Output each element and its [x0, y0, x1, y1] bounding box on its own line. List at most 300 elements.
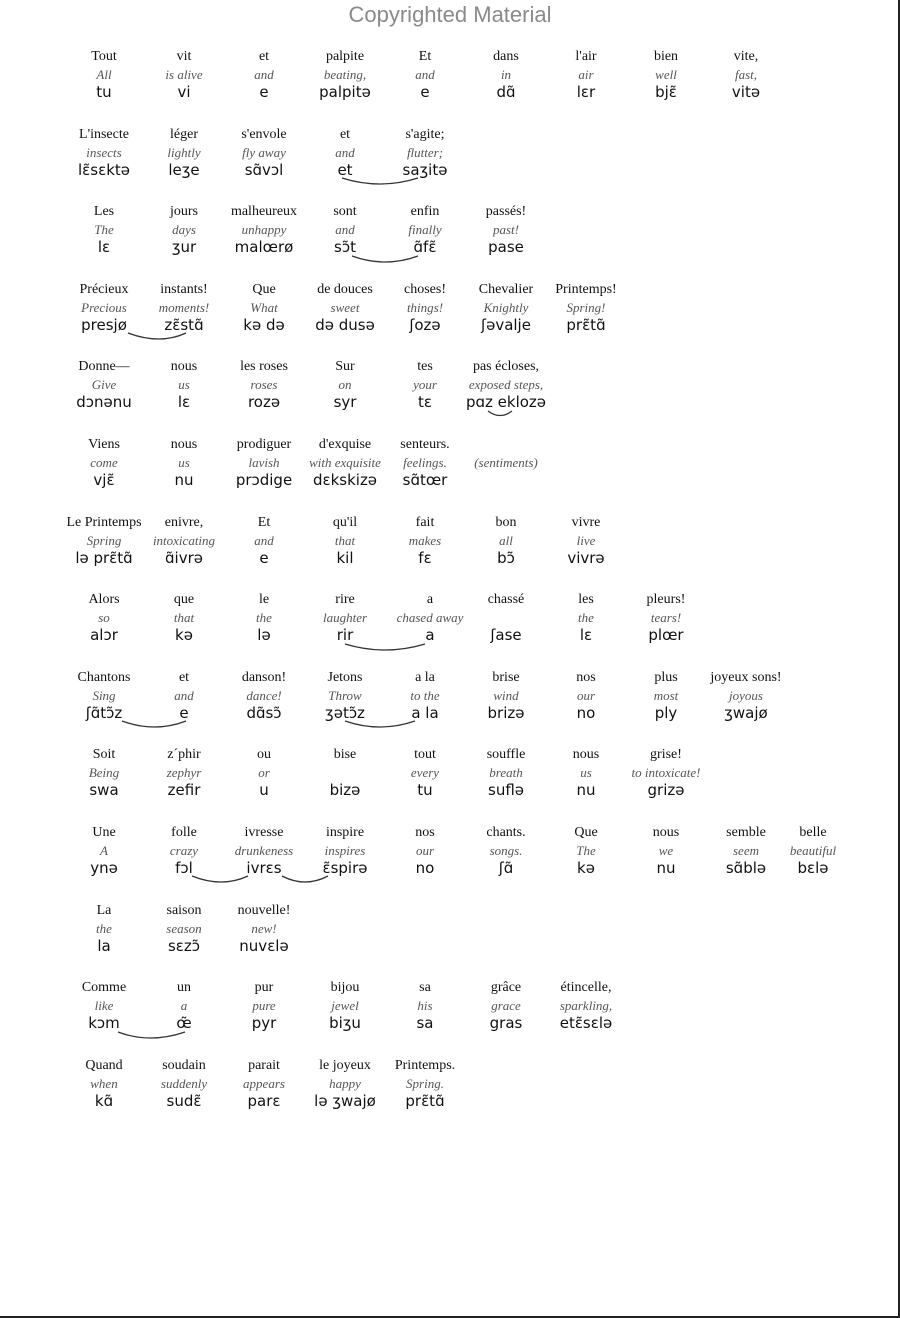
english-gloss: a [180, 998, 188, 1014]
ipa-transcription: lɛ [97, 238, 111, 257]
ipa-transcription: lə [257, 626, 271, 645]
english-gloss: breath [489, 765, 523, 781]
ipa-transcription: œ̃ [176, 1014, 192, 1033]
english-gloss: moments! [158, 299, 210, 315]
english-gloss: new! [251, 920, 277, 936]
french-word: malheureux [230, 204, 298, 220]
french-word: rire [335, 592, 355, 608]
french-word: Les [93, 204, 115, 220]
english-gloss: joyous [729, 687, 763, 703]
french-word: inspire [325, 825, 365, 840]
ipa-transcription: kɑ̃ [94, 1091, 114, 1110]
word-column [451, 203, 561, 257]
ipa-transcription: ynə [90, 859, 118, 877]
english-gloss: Precious [81, 299, 127, 315]
english-gloss: songs. [489, 843, 523, 858]
english-gloss: we [658, 843, 674, 858]
ipa-transcription: zefir [167, 781, 201, 800]
ipa-transcription: leʒe [168, 160, 200, 179]
french-word: Viens [88, 437, 120, 452]
english-gloss: sweet [330, 299, 360, 315]
ipa-transcription: ʃase [490, 626, 522, 645]
ipa-transcription: lɛr [576, 83, 596, 101]
ipa-transcription: presjø [81, 315, 127, 334]
ipa-transcription: u [259, 781, 269, 800]
french-word: étincelle, [560, 980, 612, 996]
english-gloss: finally [408, 222, 442, 238]
ipa-transcription: ʃɑ̃tɔ̃z [85, 703, 123, 722]
english-gloss: crazy [169, 843, 199, 858]
word-column [531, 979, 641, 1033]
french-word: ivresse [244, 825, 284, 840]
english-gloss: lightly [167, 144, 201, 160]
english-gloss: makes [408, 532, 442, 548]
text-line [0, 281, 900, 341]
ipa-transcription: kə [175, 626, 193, 645]
english-gloss: beautiful [789, 843, 837, 858]
word-column [758, 824, 868, 878]
french-word: grâce [490, 980, 522, 996]
ipa-transcription: nuvɛlə [239, 936, 289, 955]
ipa-transcription: vjɛ̃ [93, 471, 115, 489]
english-gloss: come [90, 455, 118, 470]
ipa-transcription: et [337, 160, 353, 179]
french-word: folle [171, 825, 197, 840]
ipa-transcription: ʒətɔ̃z [325, 703, 365, 722]
ipa-transcription: ɑ̃fɛ̃ [413, 238, 437, 257]
ipa-transcription: e [259, 83, 269, 101]
ipa-transcription: saʒitə [402, 160, 448, 179]
word-column [691, 669, 801, 723]
french-word: et [258, 49, 270, 64]
english-gloss: happy [329, 1075, 361, 1091]
french-word: sont [333, 204, 357, 220]
french-word: et [339, 126, 351, 142]
english-gloss: zephyr [166, 765, 202, 781]
french-word: qu'il [332, 514, 358, 530]
french-word: prodiguer [236, 437, 292, 452]
ipa-transcription: ply [654, 703, 678, 722]
french-word: danson! [241, 669, 287, 685]
french-word: enfin [410, 204, 440, 220]
ipa-transcription: brizə [487, 703, 525, 722]
ipa-transcription: palpitə [319, 83, 371, 101]
french-word: Et [418, 49, 432, 64]
english-gloss: to intoxicate! [631, 765, 701, 781]
french-word: pur [254, 980, 274, 996]
ipa-transcription: dɛkskizə [312, 471, 378, 489]
french-word: nos [415, 825, 435, 840]
french-word: semble [726, 825, 766, 840]
english-gloss: grace [491, 998, 521, 1014]
ipa-transcription: ʒur [171, 238, 197, 257]
french-word: pleurs! [646, 592, 686, 608]
ipa-transcription: etɛ̃sɛlə [559, 1014, 613, 1033]
english-gloss: us [580, 765, 592, 781]
ipa-transcription: tu [96, 83, 112, 101]
text-line [0, 591, 900, 651]
french-word: s'envole [241, 126, 287, 142]
ipa-transcription: ʃozə [409, 315, 441, 334]
text-line [0, 902, 900, 962]
ipa-transcription: kɔm [88, 1014, 120, 1033]
english-gloss: chased away [396, 610, 464, 626]
french-word: fait [415, 514, 435, 530]
ipa-transcription: də dusə [315, 315, 375, 334]
ipa-transcription: e [179, 703, 189, 722]
english-gloss: Knightly [483, 299, 529, 315]
english-gloss: his [417, 998, 433, 1014]
french-word: les roses [240, 359, 288, 375]
french-word: et [178, 669, 190, 685]
english-gloss: beating, [323, 67, 367, 82]
ipa-transcription: nu [174, 471, 194, 489]
english-gloss: Being [88, 765, 120, 781]
french-word: sa [419, 980, 431, 996]
ipa-transcription: pase [488, 238, 524, 257]
word-column [611, 591, 721, 645]
french-word: grise! [650, 747, 682, 763]
ipa-transcription: alɔr [90, 626, 118, 645]
french-word: l'air [575, 49, 597, 64]
french-word: instants! [160, 281, 208, 297]
french-word: bise [333, 747, 357, 763]
english-gloss: and [254, 67, 274, 82]
ipa-transcription: prɛ̃tɑ̃ [566, 315, 606, 334]
text-line [0, 824, 900, 884]
french-word: Alors [88, 592, 120, 608]
english-gloss: laughter [322, 610, 368, 626]
french-word [451, 436, 561, 454]
english-gloss: (sentiments) [474, 455, 538, 470]
ipa-transcription: lə ʒwajø [314, 1091, 376, 1110]
english-gloss: so [98, 610, 110, 626]
ipa-transcription: ʒwajø [724, 703, 768, 722]
ipa-transcription: tɛ [418, 393, 432, 412]
french-word: bijou [330, 980, 360, 996]
text-line [0, 203, 900, 263]
french-word: Sur [335, 359, 355, 375]
ipa-transcription: kə də [243, 315, 285, 334]
english-gloss: air [578, 67, 594, 82]
english-gloss: Give [91, 377, 117, 393]
ipa-transcription: zɛ̃stɑ̃ [164, 315, 204, 334]
english-gloss: exposed steps, [468, 377, 544, 393]
ipa-transcription: lɛ̃sɛktə [78, 160, 130, 179]
french-word: bon [495, 514, 517, 530]
french-word: nous [170, 437, 198, 452]
french-word: vivre [571, 514, 601, 530]
word-column [209, 902, 319, 956]
english-gloss: with exquisite [309, 455, 381, 470]
english-gloss: A [100, 843, 108, 858]
french-word: les [578, 592, 594, 608]
english-gloss: intoxicating [152, 532, 216, 548]
word-column [370, 1057, 480, 1111]
ipa-transcription: parɛ [247, 1091, 281, 1110]
ipa-transcription: sudɛ̃ [166, 1091, 202, 1110]
ipa-transcription: vivrə [567, 548, 605, 567]
ipa-transcription: dɔnənu [76, 393, 132, 412]
french-word: Une [92, 825, 116, 840]
english-gloss: live [576, 532, 596, 548]
word-column [691, 48, 801, 102]
ipa-transcription [451, 471, 561, 490]
french-word: saison [166, 902, 202, 918]
french-word: souffle [486, 747, 526, 763]
ipa-transcription: biʒu [329, 1014, 361, 1033]
ipa-transcription: nu [576, 781, 596, 800]
ipa-transcription: nu [656, 859, 676, 877]
french-word: Comme [81, 980, 127, 996]
text-line [0, 358, 900, 418]
english-gloss: every [410, 765, 440, 781]
english-gloss: on [338, 377, 352, 393]
ipa-transcription: swa [89, 781, 119, 800]
french-word: joyeux sons! [710, 669, 782, 685]
english-gloss: the [256, 610, 272, 626]
english-gloss: tears! [650, 610, 682, 626]
ipa-transcription: malœrø [234, 238, 294, 257]
french-word: nos [576, 669, 596, 685]
copyright-watermark: Copyrighted Material [348, 2, 552, 27]
french-word: pas écloses, [472, 359, 540, 375]
text-line [0, 48, 900, 108]
french-word: Quand [85, 1057, 123, 1073]
french-word: vit [176, 49, 192, 64]
french-word: La [96, 902, 112, 918]
english-gloss: drunkeness [234, 843, 294, 858]
french-word: que [173, 592, 195, 608]
ipa-transcription: prɛ̃tɑ̃ [405, 1091, 445, 1110]
french-word: senteurs. [400, 437, 450, 452]
english-gloss: and [335, 144, 355, 160]
english-gloss: appears [243, 1075, 285, 1091]
english-gloss: Spring [86, 532, 122, 548]
english-gloss: fast, [734, 67, 758, 82]
french-word: Printemps! [555, 281, 617, 297]
english-gloss: that [334, 532, 356, 548]
english-gloss: sparkling, [559, 998, 613, 1014]
french-word: enivre, [164, 514, 204, 530]
english-gloss: the [96, 920, 112, 936]
french-word: Printemps. [394, 1057, 456, 1073]
english-gloss: unhappy [241, 222, 287, 238]
french-word: a [426, 592, 434, 608]
english-gloss: fly away [242, 144, 286, 160]
ipa-transcription: rir [336, 626, 354, 645]
ipa-transcription: ʃɑ̃ [498, 859, 514, 877]
english-gloss: when [90, 1075, 118, 1091]
ipa-transcription: vitə [731, 83, 761, 101]
french-word: ou [257, 747, 271, 763]
ipa-transcription: ʃəvalje [481, 315, 531, 334]
english-gloss: to the [410, 687, 440, 703]
english-gloss: and [415, 67, 435, 82]
ipa-transcription: ɑ̃ivrə [165, 548, 203, 567]
english-gloss: dance! [246, 687, 282, 703]
french-word: d'exquise [318, 437, 372, 452]
ipa-transcription: pyr [251, 1014, 277, 1033]
english-gloss: suddenly [160, 1075, 208, 1091]
english-gloss: is alive [165, 67, 203, 82]
ipa-transcription: bɛlə [797, 859, 829, 877]
english-gloss: Spring! [566, 299, 606, 315]
english-gloss: pure [252, 998, 276, 1014]
french-word: soudain [162, 1057, 206, 1073]
english-gloss: flutter; [406, 144, 444, 160]
ipa-transcription: no [415, 859, 435, 877]
english-gloss: seem [733, 843, 759, 858]
text-line [0, 1057, 900, 1117]
french-word: dans [493, 49, 519, 64]
french-word: de douces [317, 281, 373, 297]
english-gloss: The [94, 222, 114, 238]
english-gloss: in [500, 67, 512, 82]
french-word: chants. [486, 825, 526, 840]
english-gloss: past! [493, 222, 519, 238]
french-word: le joyeux [319, 1057, 371, 1073]
french-word: Que [574, 825, 598, 840]
french-word: bien [653, 49, 679, 64]
text-line [0, 514, 900, 574]
french-word: tout [414, 747, 436, 763]
english-gloss: our [415, 843, 435, 858]
french-word: chassé [487, 592, 525, 608]
english-gloss: and [174, 687, 194, 703]
ipa-transcription: a la [411, 703, 439, 722]
french-word: belle [799, 825, 827, 840]
french-word: palpite [325, 49, 365, 64]
ipa-transcription: bizə [329, 781, 361, 800]
ipa-transcription: bjɛ̃ [655, 83, 677, 101]
ipa-transcription: ɛ̃spirə [322, 859, 368, 877]
text-line [0, 126, 900, 186]
french-word: parait [248, 1057, 280, 1073]
ipa-transcription: syr [333, 393, 357, 412]
text-line [0, 436, 900, 496]
french-word: choses! [404, 281, 446, 297]
ipa-transcription: bɔ̃ [497, 548, 515, 567]
english-gloss: and [335, 222, 355, 238]
ipa-transcription: dɑ̃ [496, 83, 516, 101]
french-word: passés! [485, 204, 527, 220]
french-word: Donne— [78, 359, 130, 375]
english-gloss: Throw [328, 687, 362, 703]
french-word: Le Printemps [66, 514, 142, 530]
ipa-transcription: ivrɛs [246, 859, 282, 877]
french-word: Que [252, 281, 276, 297]
ipa-transcription: sɑ̃vɔl [244, 160, 284, 179]
text-line [0, 669, 900, 729]
french-word: un [177, 980, 191, 996]
word-column [611, 746, 721, 800]
french-word: léger [170, 126, 198, 142]
ipa-transcription: lɛ [579, 626, 593, 645]
english-gloss: well [655, 67, 677, 82]
french-word: Précieux [79, 281, 129, 297]
french-word: jours [170, 204, 198, 220]
ipa-transcription: dɑ̃sɔ̃ [246, 703, 282, 722]
french-word: nous [652, 825, 680, 840]
english-gloss: lavish [248, 455, 280, 470]
text-line [0, 979, 900, 1039]
word-column [531, 514, 641, 568]
english-gloss: insects [86, 144, 122, 160]
ipa-transcription: lɛ [177, 393, 191, 412]
english-gloss: us [178, 455, 190, 470]
french-word: Et [257, 514, 271, 530]
english-gloss: like [94, 998, 114, 1014]
ipa-transcription: plœr [648, 626, 684, 645]
english-gloss: and [254, 532, 274, 548]
french-word: Tout [91, 49, 117, 64]
ipa-transcription: vi [177, 83, 191, 101]
ipa-transcription: e [420, 83, 430, 101]
text-line [0, 746, 900, 806]
french-word: tes [417, 359, 433, 375]
ipa-transcription: lə prɛ̃tɑ̃ [75, 548, 133, 567]
english-gloss: Spring. [406, 1075, 444, 1091]
ipa-transcription: fɔl [175, 859, 193, 877]
english-gloss: feelings. [403, 455, 447, 470]
french-word: z´phir [167, 747, 201, 763]
ipa-transcription: kil [336, 548, 354, 567]
french-word: Jetons [327, 669, 363, 685]
french-word: a la [415, 669, 435, 685]
english-gloss: us [178, 377, 190, 393]
ipa-transcription: sa [416, 1014, 434, 1033]
ipa-transcription: suflə [488, 781, 524, 800]
english-gloss: all [499, 532, 513, 548]
french-word: s'agite; [405, 126, 445, 142]
french-word: nous [170, 359, 198, 375]
french-word: L'insecte [79, 126, 129, 142]
ipa-transcription: sɑ̃tœr [402, 471, 448, 489]
english-gloss: season [166, 920, 202, 936]
word-column [531, 281, 641, 335]
ipa-transcription: no [576, 703, 596, 722]
word-column [451, 358, 561, 412]
english-gloss: your [413, 377, 437, 393]
french-word: nous [572, 747, 600, 763]
french-word: vite, [733, 49, 759, 64]
english-gloss: wind [493, 687, 519, 703]
english-gloss: that [173, 610, 195, 626]
ipa-transcription: grizə [647, 781, 685, 800]
french-word: Chantons [77, 669, 131, 685]
english-gloss: All [96, 67, 112, 82]
ipa-transcription: sɑ̃blə [725, 859, 767, 877]
ipa-transcription: rozə [247, 393, 281, 412]
word-column [451, 436, 561, 490]
ipa-transcription: tu [417, 781, 433, 800]
french-word: plus [654, 669, 678, 685]
english-gloss: the [578, 610, 594, 626]
ipa-transcription: a [425, 626, 435, 645]
word-column [370, 126, 480, 180]
ipa-transcription: e [259, 548, 269, 567]
english-gloss: our [576, 687, 596, 703]
english-gloss: things! [406, 299, 444, 315]
french-word: le [258, 592, 270, 608]
ipa-transcription: sɛzɔ̃ [167, 936, 201, 955]
ipa-transcription: prɔdige [235, 471, 293, 489]
french-word: brise [492, 669, 520, 685]
ipa-transcription: sɔ̃t [334, 238, 356, 257]
english-gloss: inspires [324, 843, 366, 858]
english-gloss: roses [250, 377, 278, 393]
